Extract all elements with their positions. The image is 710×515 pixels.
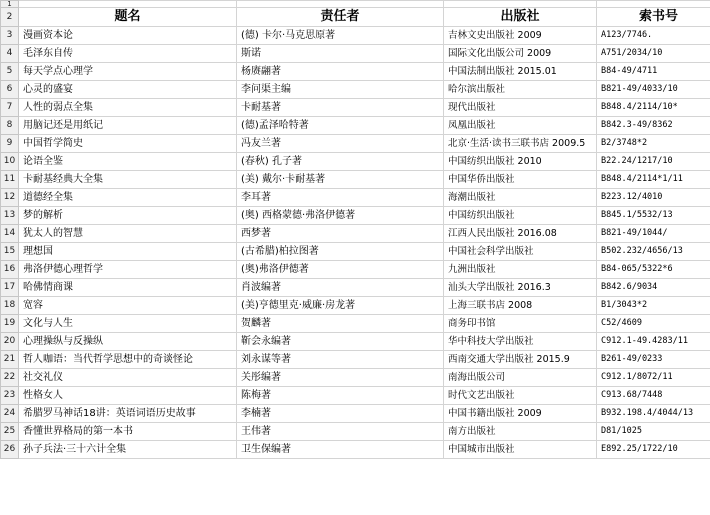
cell-title[interactable]: 弗洛伊德心理哲学 [19, 261, 237, 279]
cell-call-number[interactable]: B848.4/2114*1/11 [597, 171, 710, 189]
cell-publisher[interactable]: 现代出版社 [444, 99, 597, 117]
column-header-call-number[interactable]: 索书号 [597, 8, 710, 27]
cell-author[interactable]: 陈梅著 [237, 387, 444, 405]
cell-publisher[interactable]: 北京·生活·读书三联书店 2009.5 [444, 135, 597, 153]
cell-publisher[interactable]: 中国书籍出版社 2009 [444, 405, 597, 423]
cell-publisher[interactable]: 华中科技大学出版社 [444, 333, 597, 351]
cell-author[interactable]: (春秋) 孔子著 [237, 153, 444, 171]
cell-title[interactable]: 心灵的盛宴 [19, 81, 237, 99]
cell-author[interactable]: 李耳著 [237, 189, 444, 207]
cell-call-number[interactable]: B502.232/4656/13 [597, 243, 710, 261]
table-row [1, 351, 710, 369]
row-number[interactable]: 25 [1, 423, 19, 441]
cell[interactable] [444, 1, 597, 8]
table-row [1, 333, 710, 351]
cell-call-number[interactable]: B84-49/4711 [597, 63, 710, 81]
table-row [1, 81, 710, 99]
cell-call-number[interactable]: B821-49/4033/10 [597, 81, 710, 99]
cell-call-number[interactable]: D81/1025 [597, 423, 710, 441]
cell-call-number[interactable]: C913.68/7448 [597, 387, 710, 405]
row-number[interactable]: 23 [1, 387, 19, 405]
cell-call-number[interactable]: A751/2034/10 [597, 45, 710, 63]
cell-publisher[interactable]: 中国纺织出版社 2010 [444, 153, 597, 171]
cell-author[interactable]: 关彤编著 [237, 369, 444, 387]
cell-call-number[interactable]: E892.25/1722/10 [597, 441, 710, 459]
table-row [1, 99, 710, 117]
row-number[interactable]: 13 [1, 207, 19, 225]
row-number[interactable]: 1 [1, 1, 19, 8]
cell-call-number[interactable]: C912.1/8072/11 [597, 369, 710, 387]
row-number[interactable]: 3 [1, 27, 19, 45]
cell[interactable] [19, 1, 237, 8]
cell-call-number[interactable]: C912.1-49.4283/11 [597, 333, 710, 351]
cell-title[interactable]: 人性的弱点全集 [19, 99, 237, 117]
cell-publisher[interactable]: 吉林文史出版社 2009 [444, 27, 597, 45]
table-row [1, 297, 710, 315]
row-number[interactable]: 2 [1, 8, 19, 27]
cell-title[interactable]: 中国哲学简史 [19, 135, 237, 153]
cell[interactable] [597, 1, 710, 8]
cell-call-number[interactable]: B84-065/5322*6 [597, 261, 710, 279]
table-row [1, 117, 710, 135]
cell-call-number[interactable]: B1/3043*2 [597, 297, 710, 315]
row-number[interactable]: 16 [1, 261, 19, 279]
cell-title[interactable]: 心理操纵与反操纵 [19, 333, 237, 351]
row-number[interactable]: 17 [1, 279, 19, 297]
row-number[interactable]: 14 [1, 225, 19, 243]
row-number[interactable]: 24 [1, 405, 19, 423]
row-number[interactable]: 22 [1, 369, 19, 387]
cell-publisher[interactable]: 凤凰出版社 [444, 117, 597, 135]
table-row [1, 405, 710, 423]
table-row [1, 135, 710, 153]
cell-author[interactable]: 贺麟著 [237, 315, 444, 333]
cell-title[interactable]: 孙子兵法·三十六计全集 [19, 441, 237, 459]
cell-call-number[interactable]: B842.6/9034 [597, 279, 710, 297]
cell-publisher[interactable]: 中国城市出版社 [444, 441, 597, 459]
cell-author[interactable]: 斯诺 [237, 45, 444, 63]
table-row [1, 441, 710, 459]
cell-publisher[interactable]: 汕头大学出版社 2016.3 [444, 279, 597, 297]
cell-title[interactable]: 每天学点心理学 [19, 63, 237, 81]
table-row [1, 27, 710, 45]
table-row [1, 1, 710, 8]
cell-author[interactable]: (德) 卡尔·马克思原著 [237, 27, 444, 45]
cell-publisher[interactable]: 南方出版社 [444, 423, 597, 441]
cell-author[interactable]: 李楠著 [237, 405, 444, 423]
cell-author[interactable]: (古希腊)柏拉图著 [237, 243, 444, 261]
table-row [1, 315, 710, 333]
cell-title[interactable]: 哲人咖语：当代哲学思想中的奇谈怪论 [19, 351, 237, 369]
cell-publisher[interactable]: 西南交通大学出版社 2015.9 [444, 351, 597, 369]
cell-call-number[interactable]: B223.12/4010 [597, 189, 710, 207]
cell-publisher[interactable]: 上海三联书店 2008 [444, 297, 597, 315]
cell-author[interactable]: 李问渠主编 [237, 81, 444, 99]
table-row [1, 171, 710, 189]
cell-title[interactable]: 理想国 [19, 243, 237, 261]
table-row [1, 423, 710, 441]
row-number[interactable]: 21 [1, 351, 19, 369]
cell-publisher[interactable]: 海潮出版社 [444, 189, 597, 207]
cell-title[interactable]: 毛泽东自传 [19, 45, 237, 63]
cell-author[interactable]: 王伟著 [237, 423, 444, 441]
cell-call-number[interactable]: B932.198.4/4044/13 [597, 405, 710, 423]
cell-publisher[interactable]: 时代文艺出版社 [444, 387, 597, 405]
row-number[interactable]: 12 [1, 189, 19, 207]
table-row [1, 261, 710, 279]
cell-call-number[interactable]: B2/3748*2 [597, 135, 710, 153]
row-number[interactable]: 20 [1, 333, 19, 351]
table-row [1, 153, 710, 171]
row-number[interactable]: 18 [1, 297, 19, 315]
cell-title[interactable]: 论语全鉴 [19, 153, 237, 171]
cell-call-number[interactable]: B261-49/0233 [597, 351, 710, 369]
cell-author[interactable]: (奥)弗洛伊德著 [237, 261, 444, 279]
cell-publisher[interactable]: 哈尔滨出版社 [444, 81, 597, 99]
cell-title[interactable]: 香懂世界格局的第一本书 [19, 423, 237, 441]
cell-call-number[interactable]: C52/4609 [597, 315, 710, 333]
cell-publisher[interactable]: 江西人民出版社 2016.08 [444, 225, 597, 243]
cell-call-number[interactable]: B848.4/2114/10* [597, 99, 710, 117]
cell-author[interactable]: 西梦著 [237, 225, 444, 243]
cell-author[interactable]: 卡耐基著 [237, 99, 444, 117]
cell-publisher[interactable]: 中国纺织出版社 [444, 207, 597, 225]
cell-author[interactable]: 靳会永编著 [237, 333, 444, 351]
cell-title[interactable]: 希腊罗马神话18讲：英语词语历史故事 [19, 405, 237, 423]
table-row [1, 369, 710, 387]
cell-title[interactable]: 梦的解析 [19, 207, 237, 225]
cell-title[interactable]: 哈佛情商课 [19, 279, 237, 297]
cell-title[interactable]: 文化与人生 [19, 315, 237, 333]
table-row [1, 279, 710, 297]
row-number[interactable]: 26 [1, 441, 19, 459]
cell-publisher[interactable]: 南海出版公司 [444, 369, 597, 387]
cell-publisher[interactable]: 中国法制出版社 2015.01 [444, 63, 597, 81]
table-row [1, 207, 710, 225]
row-number[interactable]: 4 [1, 45, 19, 63]
cell-call-number[interactable]: A123/7746. [597, 27, 710, 45]
cell-author[interactable]: (奥) 西格蒙德·弗洛伊德著 [237, 207, 444, 225]
table-row [1, 45, 710, 63]
cell[interactable] [237, 1, 444, 8]
table-row [1, 387, 710, 405]
row-number[interactable]: 10 [1, 153, 19, 171]
header-row [1, 8, 710, 27]
cell-author[interactable]: 刘永谋等著 [237, 351, 444, 369]
cell-author[interactable]: 卫生保编著 [237, 441, 444, 459]
row-number[interactable]: 7 [1, 99, 19, 117]
table-row [1, 243, 710, 261]
column-header-publisher[interactable]: 出版社 [444, 8, 597, 27]
cell-title[interactable]: 道德经全集 [19, 189, 237, 207]
row-number[interactable]: 6 [1, 81, 19, 99]
cell-call-number[interactable]: B22.24/1217/10 [597, 153, 710, 171]
cell-author[interactable]: 冯友兰著 [237, 135, 444, 153]
cell-author[interactable]: (美)亨德里克·威廉·房龙著 [237, 297, 444, 315]
cell-author[interactable]: 肖波编著 [237, 279, 444, 297]
cell-title[interactable]: 漫画资本论 [19, 27, 237, 45]
cell-publisher[interactable]: 中国社会科学出版社 [444, 243, 597, 261]
cell-publisher[interactable]: 九洲出版社 [444, 261, 597, 279]
cell-publisher[interactable]: 中国华侨出版社 [444, 171, 597, 189]
cell-author[interactable]: (德)孟泽哈特著 [237, 117, 444, 135]
row-number[interactable]: 9 [1, 135, 19, 153]
cell-publisher[interactable]: 商务印书馆 [444, 315, 597, 333]
cell-title[interactable]: 社交礼仪 [19, 369, 237, 387]
cell-title[interactable]: 犹太人的智慧 [19, 225, 237, 243]
cell-call-number[interactable]: B821-49/1044/ [597, 225, 710, 243]
table-row [1, 63, 710, 81]
cell-call-number[interactable]: B842.3-49/8362 [597, 117, 710, 135]
row-number[interactable]: 11 [1, 171, 19, 189]
grid-body [1, 1, 710, 459]
cell-title[interactable]: 卡耐基经典大全集 [19, 171, 237, 189]
cell-title[interactable]: 用脑记还是用纸记 [19, 117, 237, 135]
cell-title[interactable]: 性格女人 [19, 387, 237, 405]
table-row [1, 189, 710, 207]
table-row [1, 225, 710, 243]
cell-call-number[interactable]: B845.1/5532/13 [597, 207, 710, 225]
cell-author[interactable]: (美) 戴尔·卡耐基著 [237, 171, 444, 189]
cell-title[interactable]: 宽容 [19, 297, 237, 315]
row-number[interactable]: 5 [1, 63, 19, 81]
row-number[interactable]: 19 [1, 315, 19, 333]
column-header-title[interactable]: 题名 [19, 8, 237, 27]
column-header-author[interactable]: 责任者 [237, 8, 444, 27]
row-number[interactable]: 15 [1, 243, 19, 261]
cell-author[interactable]: 杨赓翮著 [237, 63, 444, 81]
row-number[interactable]: 8 [1, 117, 19, 135]
cell-publisher[interactable]: 国际文化出版公司 2009 [444, 45, 597, 63]
